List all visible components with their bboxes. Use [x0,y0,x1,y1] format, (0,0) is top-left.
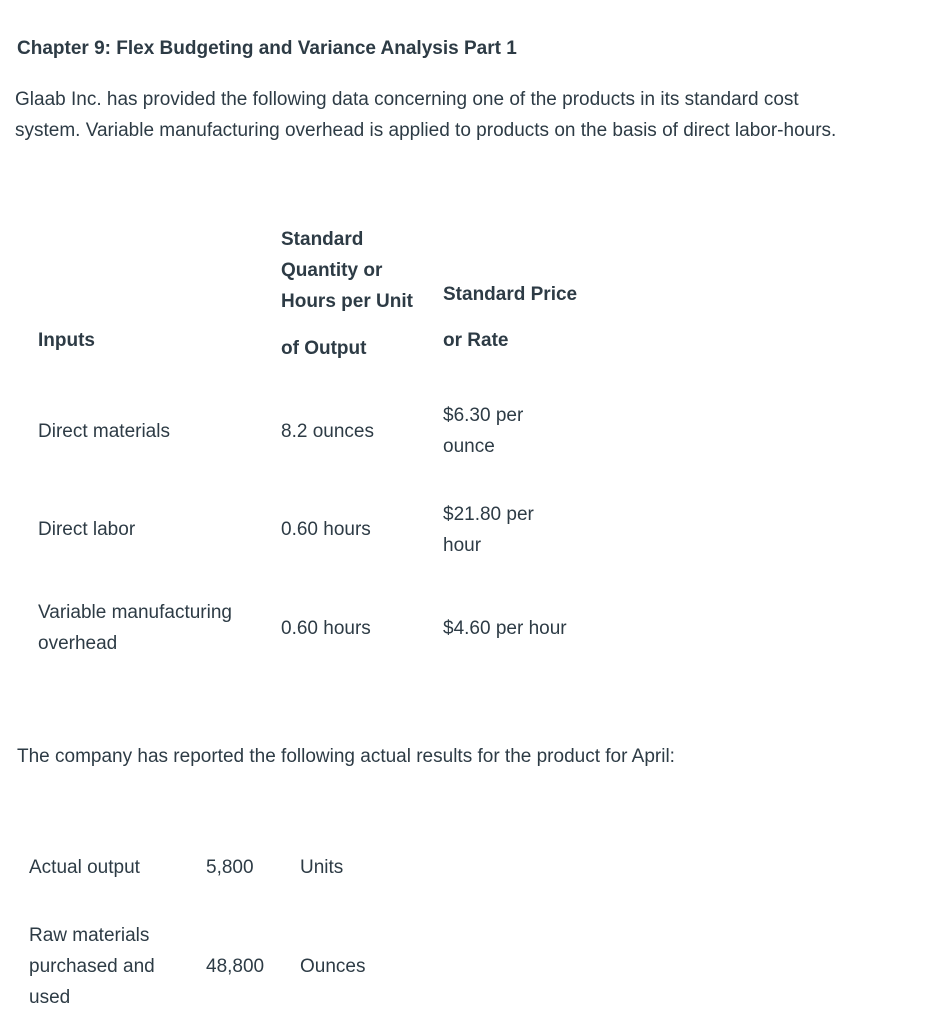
price-line-2: hour [443,535,482,556]
row-actual-output-unit: Units [300,857,344,878]
intro-line-1: Glaab Inc. has provided the following data concerning one of the products in its standard cost [15,89,799,110]
row-direct-materials-price [443,400,523,462]
intro-paragraph [15,84,915,146]
header-qty-line-2: Quantity or [281,260,383,281]
label-line-1: Raw materials [29,925,150,946]
header-price-line-1: Standard Price [443,284,578,305]
actual-intro-paragraph: The company has reported the following actual results for the product for April: [17,746,675,767]
label-line-3: used [29,987,71,1008]
row-raw-materials-value: 48,800 [206,956,265,977]
page-title: Chapter 9: Flex Budgeting and Variance Analysis Part 1 [17,38,517,59]
row-direct-materials-input: Direct materials [38,421,170,442]
row-direct-labor-quantity: 0.60 hours [281,519,371,540]
row-direct-labor-input: Direct labor [38,519,136,540]
row-variable-overhead-input [38,597,232,659]
header-qty-line-1: Standard [281,229,364,250]
header-price-line-2: or Rate [443,330,509,351]
header-qty-line-4: of Output [281,338,367,359]
row-raw-materials-unit: Ounces [300,956,366,977]
price-line-1: $6.30 per [443,405,524,426]
row-variable-overhead-quantity: 0.60 hours [281,618,371,639]
label-line-2: purchased and [29,956,155,977]
input-line-1: Variable manufacturing [38,602,232,623]
input-line-2: overhead [38,633,118,654]
header-qty-line-3: Hours per Unit [281,291,413,312]
price-line-2: ounce [443,436,495,457]
row-actual-output-label: Actual output [29,857,140,878]
header-inputs: Inputs [38,330,95,351]
header-standard-quantity [281,224,413,317]
row-raw-materials-label [29,920,155,1013]
price-line-1: $21.80 per [443,504,534,525]
row-variable-overhead-price: $4.60 per hour [443,618,567,639]
row-direct-labor-price [443,499,534,561]
row-direct-materials-quantity: 8.2 ounces [281,421,374,442]
row-actual-output-value: 5,800 [206,857,254,878]
intro-line-2: system. Variable manufacturing overhead is applied to products on the basis of direct labor-hours. [15,120,837,141]
